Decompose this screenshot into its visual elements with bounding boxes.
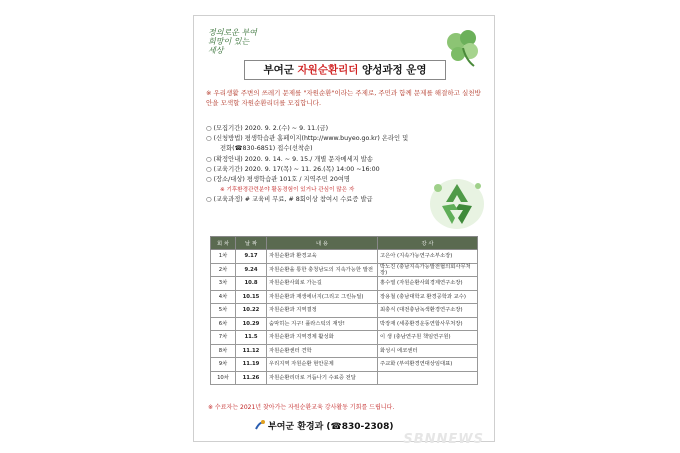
- department-contact: 부여군 환경과 (☎830-2308): [268, 422, 394, 432]
- date-cell: 10.15: [236, 290, 267, 304]
- session-cell: 7차: [211, 331, 236, 345]
- content-cell: 숨막히는 지구! 플라스틱의 재앙!: [267, 317, 378, 331]
- lecturer-cell: 최충식 (대전충남녹색환경연구소장): [378, 304, 478, 318]
- slogan-logo: [208, 28, 270, 55]
- session-cell: 3차: [211, 277, 236, 291]
- info-curriculum: ○ (교육과정) # 교육비 무료, # 8회이상 참여시 수료증 발급: [206, 196, 373, 204]
- clover-icon: [440, 24, 484, 68]
- recycle-icon: [428, 176, 486, 232]
- info-eligibility-note: ※ 기후환경관련분야 활동경험이 있거나 관심이 많은 자: [220, 187, 355, 194]
- content-cell: 자원순환을 통한 충청남도의 지속가능한 발전: [267, 263, 378, 277]
- date-cell: 11.19: [236, 358, 267, 372]
- table-row: [211, 344, 478, 358]
- table-row: [211, 304, 478, 318]
- info-apply-phone: 전화(☎830-6851) 접수(선착순): [220, 145, 313, 153]
- info-list: [206, 124, 409, 206]
- lecturer-cell: 박장재 (세종환경운동연합사무처장): [378, 317, 478, 331]
- table-row: [211, 250, 478, 264]
- date-cell: 11.26: [236, 371, 267, 385]
- info-place-target: ○ (장소/대상) 평생학습관 101호 / 지역주민 20여명: [206, 176, 351, 184]
- title-prefix: 부여군: [263, 64, 298, 76]
- content-cell: 자원순환과 환경교육: [267, 250, 378, 264]
- content-cell: 자원순환센터 견학: [267, 344, 378, 358]
- info-confirm-notice: ○ (확정안내) 2020. 9. 14. ~ 9. 15./ 개별 문자메세지 발송: [206, 155, 373, 163]
- session-cell: 10차: [211, 371, 236, 385]
- date-cell: 10.8: [236, 277, 267, 291]
- session-cell: 4차: [211, 290, 236, 304]
- info-recruit-period: ○ (모집기간) 2020. 9. 2.(수) ~ 9. 11.(금): [206, 125, 329, 132]
- lecturer-cell: [378, 371, 478, 385]
- table-row: [211, 371, 478, 385]
- header-lecturer: 강 사: [378, 237, 478, 250]
- content-cell: 자원순환과 지역결정: [267, 304, 378, 318]
- date-cell: 9.24: [236, 263, 267, 277]
- content-cell: 자원순환과 지역경제 활성화: [267, 331, 378, 345]
- lecturer-cell: 박노진 (충남지속가능발전협의회사무처장): [378, 263, 478, 277]
- table-header-row: [211, 237, 478, 250]
- page-title: [244, 60, 446, 80]
- table-row: [211, 290, 478, 304]
- date-cell: 11.5: [236, 331, 267, 345]
- date-cell: 10.22: [236, 304, 267, 318]
- content-cell: 우리지역 자원순환 현안문제: [267, 358, 378, 372]
- info-apply-method: ○ (신청방법) 평생학습관 홈페이지(http://www.buyeo.go.kr) 온라인 및: [206, 135, 409, 143]
- schedule-table: [210, 236, 478, 385]
- logo-line-3: 세상: [208, 46, 224, 55]
- county-logo-icon: [254, 419, 266, 431]
- session-cell: 2차: [211, 263, 236, 277]
- intro-paragraph: ※ 우리생활 주변의 쓰레기 문제를 "자원순환"이라는 주제로, 주민과 함께 문제를 해결하고 실천방안을 모색할 자원순환리더를 모집합니다.: [206, 89, 481, 107]
- table-row: [211, 358, 478, 372]
- info-education-period: ○ (교육기간) 2020. 9. 17(목) ~ 11. 26.(목) 14:00 ~16:00: [206, 165, 380, 173]
- logo-line-1: 정의로운 부여: [208, 28, 257, 37]
- table-row: [211, 317, 478, 331]
- content-cell: 자원순환리더로 거듭나기 수료증 전달: [267, 371, 378, 385]
- content-cell: 자원순환사회로 가는길: [267, 277, 378, 291]
- title-suffix: 양성과정 운영: [358, 64, 427, 76]
- table-row: [211, 331, 478, 345]
- lecturer-cell: 화성시 에코센터: [378, 344, 478, 358]
- header-session: 회 차: [211, 237, 236, 250]
- content-cell: 자원순환과 재생에너지(그리고 그린뉴딜): [267, 290, 378, 304]
- table-row: [211, 263, 478, 277]
- logo-line-2: 희망이 있는: [208, 37, 250, 46]
- table-row: [211, 277, 478, 291]
- session-cell: 1차: [211, 250, 236, 264]
- header-content: 내 용: [267, 237, 378, 250]
- lecturer-cell: 홍수열 (자원순환사회경제연구소장): [378, 277, 478, 291]
- session-cell: 6차: [211, 317, 236, 331]
- session-cell: 5차: [211, 304, 236, 318]
- session-cell: 8차: [211, 344, 236, 358]
- lecturer-cell: 장용철 (충남대학교 환경공학과 교수): [378, 290, 478, 304]
- lecturer-cell: 주교화 (부여환경연대상임대표): [378, 358, 478, 372]
- date-cell: 9.17: [236, 250, 267, 264]
- lecturer-cell: 고은아 (지속가능연구소부소장): [378, 250, 478, 264]
- footnote: ※ 수료자는 2021년 찾아가는 자원순환교육 강사활동 기회를 드립니다.: [208, 404, 395, 411]
- date-cell: 11.12: [236, 344, 267, 358]
- lecturer-cell: 이 생 (충남연구원 책임연구원): [378, 331, 478, 345]
- session-cell: 9차: [211, 358, 236, 372]
- title-accent: 자원순환리더: [297, 64, 359, 76]
- poster-document: [193, 15, 495, 442]
- watermark: SBNNEWS: [403, 432, 484, 447]
- header-date: 날 짜: [236, 237, 267, 250]
- date-cell: 10.29: [236, 317, 267, 331]
